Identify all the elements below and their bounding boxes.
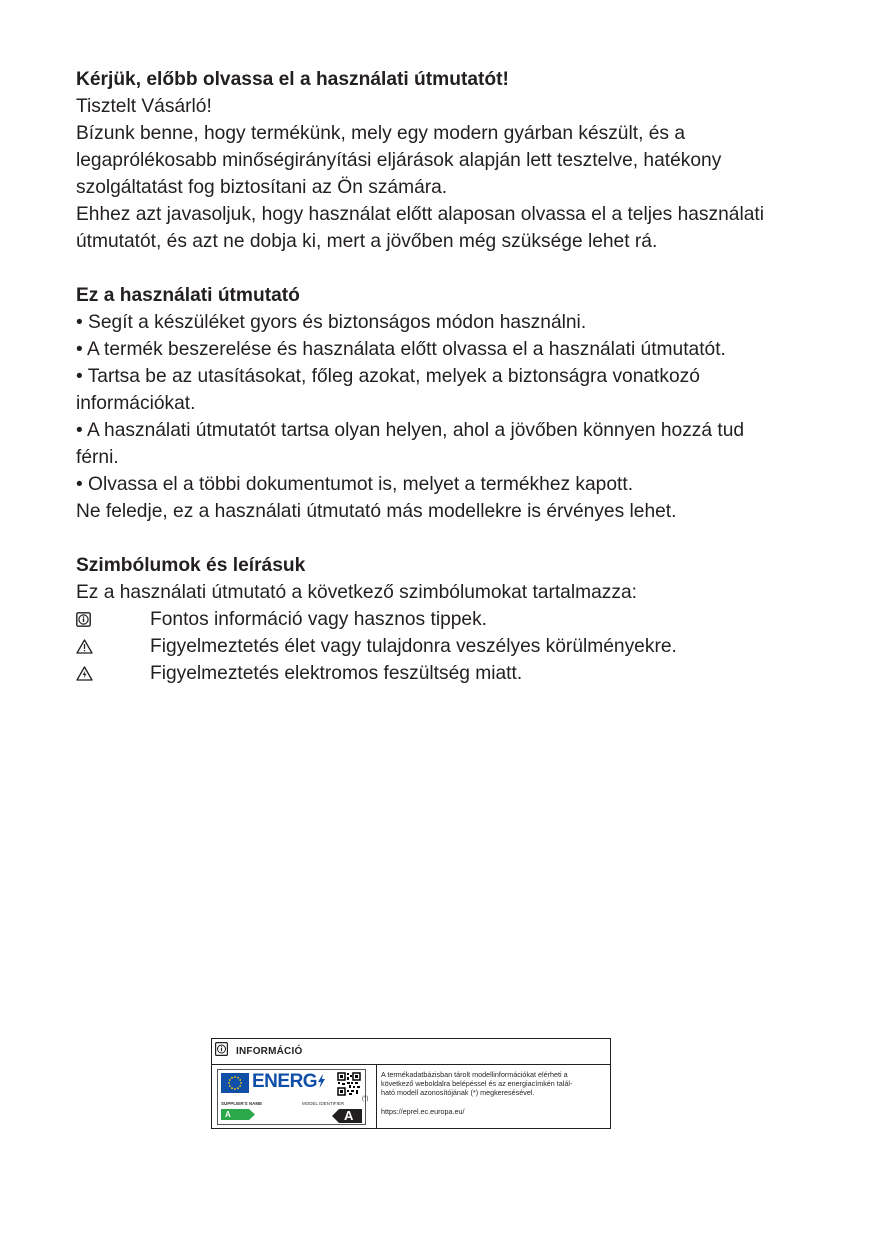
info-description: [377, 1065, 610, 1129]
energy-label-cell: [212, 1065, 377, 1129]
info-icon: [76, 612, 150, 627]
supplier-name: SUPPLIER'S NAME: [221, 1101, 263, 1106]
info-icon: [215, 1042, 228, 1061]
electric-warning-icon: [76, 666, 150, 681]
eprel-link[interactable]: https://eprel.ec.europa.eu/: [381, 1107, 465, 1116]
symbol-row-info: [76, 606, 801, 633]
info-box-title: INFORMÁCIÓ: [236, 1046, 303, 1057]
manual-bullet-2: • A termék beszerelése és használata előtt olvassa el a használati útmutatót.: [76, 339, 726, 360]
info-desc-line3: ható modell azonosítójának (*) megkeresésével.: [381, 1088, 535, 1097]
intro-para1-line1: Bízunk benne, hogy termékünk, mely egy modern gyárban készült, és a: [76, 123, 685, 144]
manual-bullet-1: • Segít a készüléket gyors és biztonságos módon használni.: [76, 312, 587, 333]
energy-class-scale: A: [225, 1110, 231, 1119]
qr-code-icon: [337, 1072, 361, 1096]
intro-para1-line2: legaprólékosabb minőségirányítási eljárások alapján lett tesztelve, hatékony: [76, 150, 722, 171]
info-box-header: [212, 1039, 610, 1065]
intro-para2-line1: Ehhez azt javasoljuk, hogy használat előtt alaposan olvassa el a teljes használati: [76, 204, 764, 225]
greeting: Tisztelt Vásárló!: [76, 96, 212, 117]
energy-class: A: [344, 1108, 354, 1123]
energy-brand: ENERG: [252, 1071, 326, 1093]
info-desc-line2: következő weboldalra belépéssel és az energiacímkén talál-: [381, 1079, 573, 1088]
model-identifier: MODEL IDENTIFIER: [302, 1101, 345, 1106]
page-content: [76, 66, 801, 687]
symbol-text-warning: Figyelmeztetés élet vagy tulajdonra veszélyes körülményekre.: [150, 636, 677, 657]
warning-icon: [76, 639, 150, 654]
intro-para2-line2: útmutatót, és azt ne dobja ki, mert a jövőben még szüksége lehet rá.: [76, 231, 658, 252]
symbol-row-warning: [76, 633, 801, 660]
energy-label: [217, 1069, 369, 1125]
manual-bullet-3-line2: információkat.: [76, 393, 196, 414]
symbols-intro: Ez a használati útmutató a következő szimbólumokat tartalmazza:: [76, 582, 637, 603]
symbol-text-info: Fontos információ vagy hasznos tippek.: [150, 609, 488, 630]
symbol-text-electric: Figyelmeztetés elektromos feszültség miatt.: [150, 663, 523, 684]
information-box: [211, 1038, 611, 1129]
info-desc-line1: A termékadatbázisban tárolt modellinformációkat elérheti a: [381, 1070, 568, 1079]
intro-para1-line3: szolgáltatást fog biztosítani az Ön számára.: [76, 177, 448, 198]
manual-bullet-4-line1: • A használati útmutatót tartsa olyan helyen, ahol a jövőben könnyen hozzá tud: [76, 420, 745, 441]
manual-bullet-4-line2: férni.: [76, 447, 119, 468]
symbol-row-electric: [76, 660, 801, 687]
manual-bullet-3-line1: • Tartsa be az utasításokat, főleg azokat, melyek a biztonságra vonatkozó: [76, 366, 700, 387]
model-marker: (*): [362, 1096, 369, 1102]
manual-heading: Ez a használati útmutató: [76, 285, 300, 306]
intro-heading: Kérjük, előbb olvassa el a használati útmutatót!: [76, 69, 509, 90]
manual-note: Ne feledje, ez a használati útmutató más modellekre is érvényes lehet.: [76, 501, 677, 522]
manual-bullet-5: • Olvassa el a többi dokumentumot is, melyet a termékhez kapott.: [76, 474, 634, 495]
symbols-heading: Szimbólumok és leírásuk: [76, 555, 306, 576]
eu-flag-icon: [221, 1073, 249, 1093]
lightning-icon: [317, 1074, 326, 1088]
